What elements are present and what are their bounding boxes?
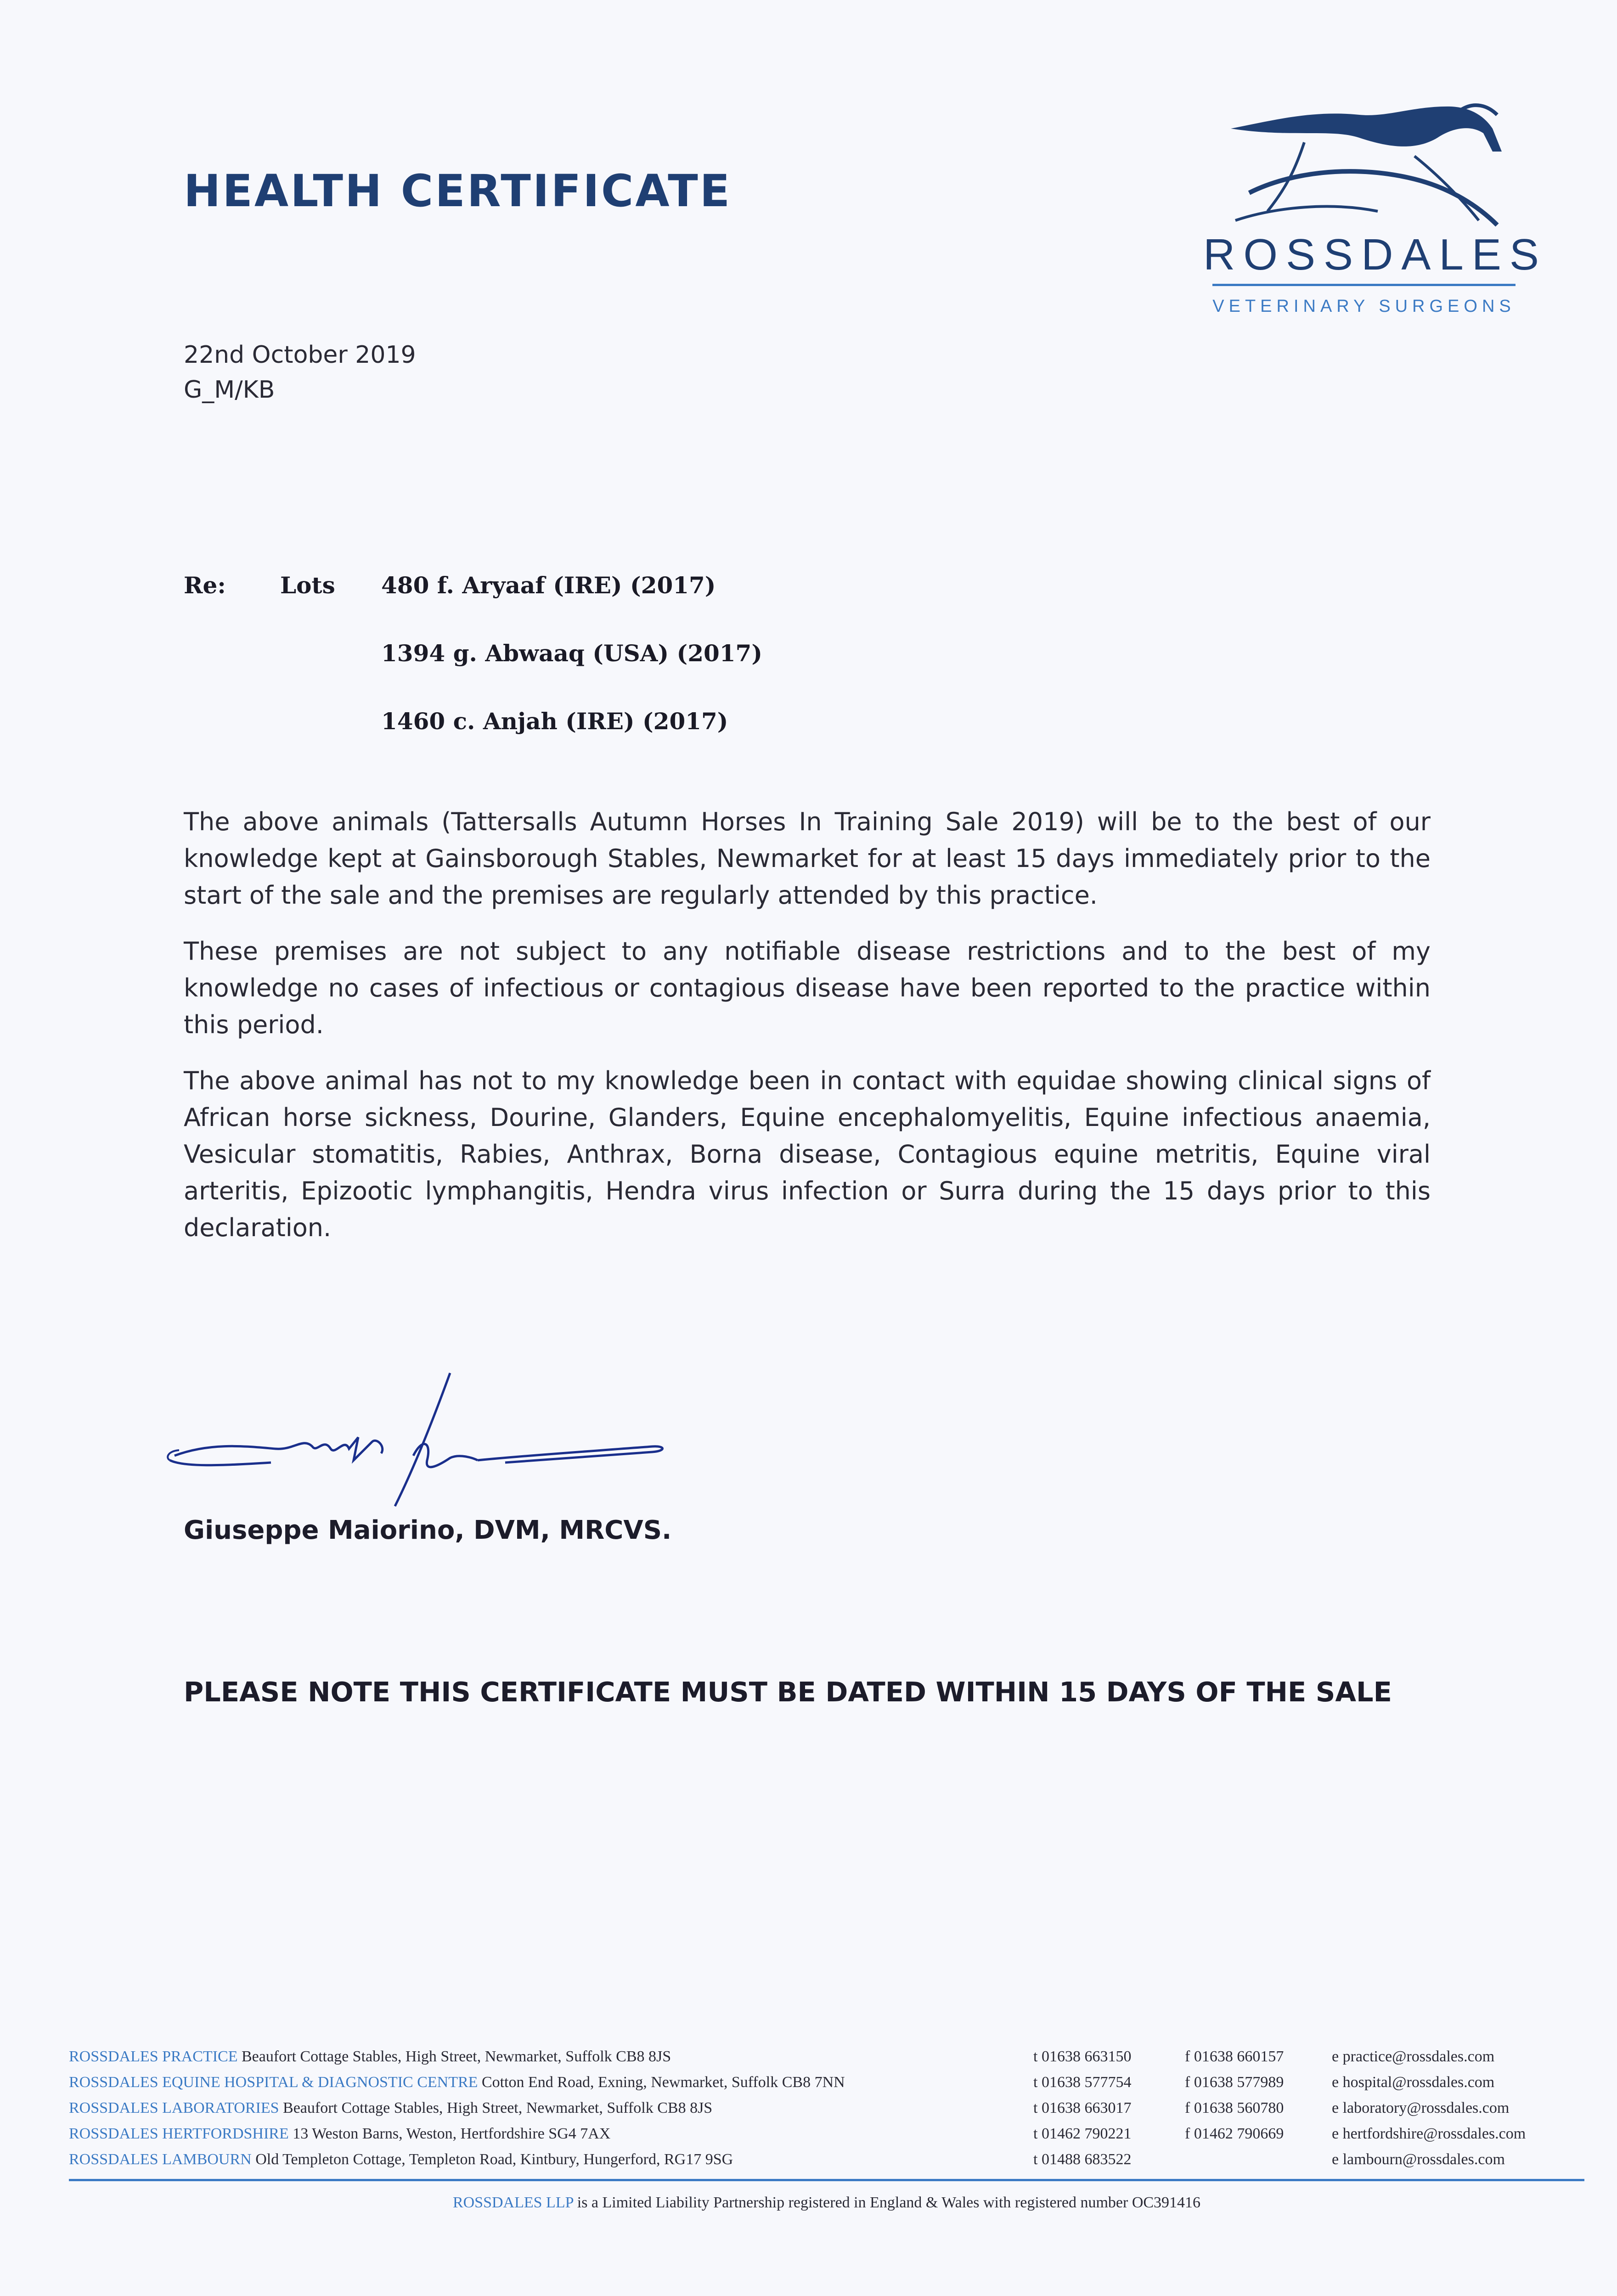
footer-llp-name: ROSSDALES LLP [452,2194,574,2211]
footer-rule [69,2179,1584,2181]
horse-logo-icon [1222,101,1516,234]
footer-email: e lambourn@rossdales.com [1332,2151,1505,2168]
certificate-note: PLEASE NOTE THIS CERTIFICATE MUST BE DATED WITHIN 15 DAYS OF THE SALE [184,1676,1392,1708]
signature [156,1368,680,1515]
footer-fax: f 01638 660157 [1185,2048,1284,2065]
footer-fax: f 01638 577989 [1185,2074,1284,2091]
footer-email: e hospital@rossdales.com [1332,2074,1495,2091]
footer-branch-name: ROSSDALES LABORATORIES [69,2099,279,2116]
footer-fax: f 01462 790669 [1185,2125,1284,2142]
footer-phone: t 01638 663017 [1033,2099,1132,2116]
rossdales-logo [1203,92,1547,331]
footer-llp-text: is a Limited Liability Partnership registered in England & Wales with registered number OC391416 [577,2194,1201,2211]
lot-item: 1394 g. Abwaaq (USA) (2017) [381,640,763,667]
footer-fax: f 01638 560780 [1185,2099,1284,2116]
footer-email: e practice@rossdales.com [1332,2048,1495,2065]
certificate-body [184,804,1431,1266]
footer-email: e laboratory@rossdales.com [1332,2099,1510,2116]
footer-address: Beaufort Cottage Stables, High Street, Newmarket, Suffolk CB8 8JS [241,2048,671,2065]
footer-email: e hertfordshire@rossdales.com [1332,2125,1526,2142]
lots-label: Lots [280,572,335,599]
footer-address: Old Templeton Cottage, Templeton Road, Kintbury, Hungerford, RG17 9SG [255,2151,733,2168]
letter-date: 22nd October 2019 [184,341,416,369]
footer-branch-name: ROSSDALES HERTFORDSHIRE [69,2125,289,2142]
page-title: HEALTH CERTIFICATE [184,165,732,217]
logo-subtitle: VETERINARY SURGEONS [1212,297,1516,316]
lot-item: 480 f. Aryaaf (IRE) (2017) [381,572,716,599]
footer-phone: t 01638 577754 [1033,2074,1132,2091]
re-label: Re: [184,572,226,599]
footer-branch-name: ROSSDALES EQUINE HOSPITAL & DIAGNOSTIC CENTRE [69,2074,478,2091]
lot-item: 1460 c. Anjah (IRE) (2017) [381,708,728,735]
logo-brand-name: ROSSDALES [1203,230,1547,279]
letter-meta [184,338,416,407]
body-paragraph: The above animals (Tattersalls Autumn Horses In Training Sale 2019) will be to the best of our knowledge kept at Gainsborough Stables, Newmarket for at least 15 days immediately prior to the start of the sale and the premises are regularly attended by this practice. [184,807,1431,910]
footer-address: 13 Weston Barns, Weston, Hertfordshire SG4 7AX [293,2125,611,2142]
logo-rule [1212,284,1516,286]
letter-reference: G_M/KB [184,376,275,404]
footer-branch-name: ROSSDALES LAMBOURN [69,2151,252,2168]
footer-phone: t 01638 663150 [1033,2048,1132,2065]
footer-branch-name: ROSSDALES PRACTICE [69,2048,238,2065]
footer-registration [69,2194,1584,2212]
footer-address: Beaufort Cottage Stables, High Street, Newmarket, Suffolk CB8 8JS [283,2099,713,2116]
body-paragraph: These premises are not subject to any notifiable disease restrictions and to the best of my knowledge no cases of infectious or contagious disease have been reported to the practice within this period. [184,937,1431,1039]
footer-phone: t 01462 790221 [1033,2125,1132,2142]
footer-phone: t 01488 683522 [1033,2151,1132,2168]
body-paragraph: The above animal has not to my knowledge been in contact with equidae showing clinical signs of African horse sickness, Dourine, Glanders, Equine encephalomyelitis, Equine infectious anaemia, Vesicular stomatitis, Rabies, Anthrax, Borna disease, Contagious equine metritis, Equine viral arteritis, Epizootic lymphangitis, Hendra virus infection or Surra during the 15 days prior to this declaration. [184,1066,1431,1242]
footer-address: Cotton End Road, Exning, Newmarket, Suffolk CB8 7NN [481,2074,845,2091]
signer-name: Giuseppe Maiorino, DVM, MRCVS. [184,1515,672,1545]
